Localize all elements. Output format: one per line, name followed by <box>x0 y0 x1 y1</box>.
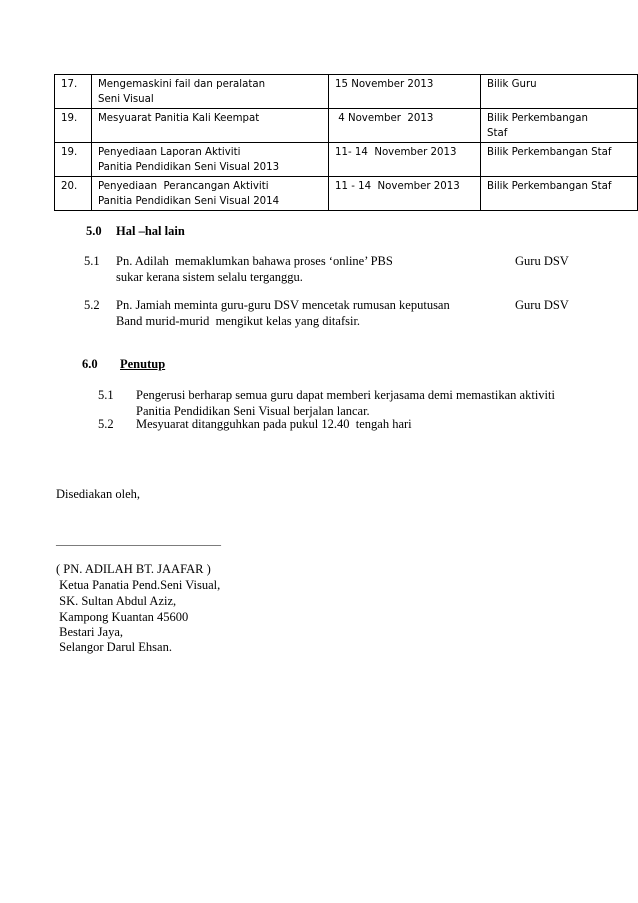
row-date: 15 November 2013 <box>329 75 481 109</box>
row-place: Bilik Perkembangan Staf <box>481 109 638 143</box>
section-5-title: Hal –hal lain <box>116 224 185 238</box>
table-row <box>55 143 638 177</box>
row-place: Bilik Perkembangan Staf <box>481 143 638 177</box>
row-date: 4 November 2013 <box>329 109 481 143</box>
item-6-1-line-2: Panitia Pendidikan Seni Visual berjalan lancar. <box>136 404 370 418</box>
row-date: 11 - 14 November 2013 <box>329 177 481 211</box>
row-activity: Penyediaan Perancangan Aktiviti Panitia Pendidikan Seni Visual 2014 <box>92 177 329 211</box>
item-5-1-by: Guru DSV <box>515 254 569 268</box>
address-line: Kampong Kuantan 45600 <box>56 610 189 624</box>
schedule-table <box>54 74 638 211</box>
address-line: Selangor Darul Ehsan. <box>56 640 172 654</box>
item-5-2-line-2: Band murid-murid mengikut kelas yang ditafsir. <box>116 314 361 328</box>
row-place: Bilik Guru <box>481 75 638 109</box>
table-row <box>55 177 638 211</box>
row-activity: Mengemaskini fail dan peralatan Seni Visual <box>92 75 329 109</box>
item-5-1-line-2: sukar kerana sistem selalu terganggu. <box>116 270 303 284</box>
prepared-by-label: Disediakan oleh, <box>56 487 141 501</box>
row-number: 19. <box>55 109 92 143</box>
item-5-1-line-1: Pn. Adilah memaklumkan bahawa proses ‘online’ PBS <box>116 254 393 268</box>
table-row <box>55 109 638 143</box>
item-6-2-number: 5.2 <box>98 417 114 431</box>
row-date: 11- 14 November 2013 <box>329 143 481 177</box>
signatory-name: ( PN. ADILAH BT. JAAFAR ) <box>56 562 211 576</box>
row-number: 20. <box>55 177 92 211</box>
row-number: 17. <box>55 75 92 109</box>
signature-line: ______________________________ <box>56 535 221 547</box>
address-line: SK. Sultan Abdul Aziz, <box>56 594 177 608</box>
row-place: Bilik Perkembangan Staf <box>481 177 638 211</box>
address-line: Bestari Jaya, <box>56 625 123 639</box>
item-6-1-line-1: Pengerusi berharap semua guru dapat memberi kerjasama demi memastikan aktiviti <box>136 388 555 402</box>
section-6-title: Penutup <box>120 357 166 371</box>
row-activity: Mesyuarat Panitia Kali Keempat <box>92 109 329 143</box>
item-5-2-number: 5.2 <box>84 298 100 312</box>
item-5-2-by: Guru DSV <box>515 298 569 312</box>
row-number: 19. <box>55 143 92 177</box>
item-6-1-number: 5.1 <box>98 388 114 402</box>
section-5-number: 5.0 <box>86 224 102 238</box>
address-line: Ketua Panatia Pend.Seni Visual, <box>56 578 221 592</box>
row-activity: Penyediaan Laporan Aktiviti Panitia Pendidikan Seni Visual 2013 <box>92 143 329 177</box>
section-6-number: 6.0 <box>82 357 98 371</box>
item-5-2-line-1: Pn. Jamiah meminta guru-guru DSV mencetak rumusan keputusan <box>116 298 450 312</box>
item-5-1-number: 5.1 <box>84 254 100 268</box>
item-6-2-line-1: Mesyuarat ditangguhkan pada pukul 12.40 tengah hari <box>136 417 412 431</box>
table-row <box>55 75 638 109</box>
